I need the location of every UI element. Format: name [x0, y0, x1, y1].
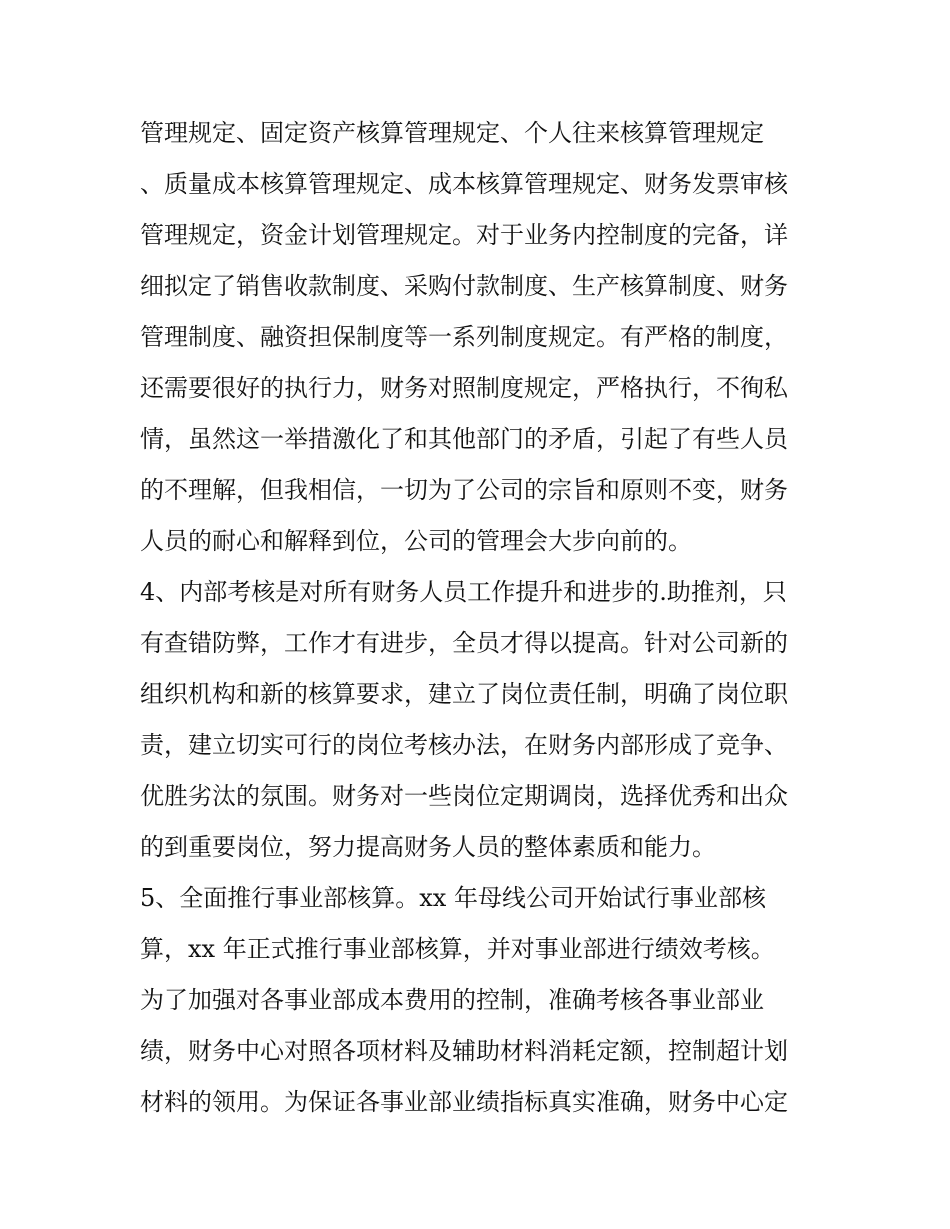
text-line: 情，虽然这一举措激化了和其他部门的矛盾，引起了有些人员: [140, 425, 788, 453]
text-line: 优胜劣汰的氛围。财务对一些岗位定期调岗，选择优秀和出众: [140, 782, 788, 810]
text-line: 责，建立切实可行的岗位考核办法，在财务内部形成了竞争、: [140, 731, 788, 759]
text-line: 管理规定，资金计划管理规定。对于业务内控制度的完备，详: [140, 221, 788, 249]
text-line: 管理制度、融资担保制度等一系列制度规定。有严格的制度，: [140, 323, 788, 351]
text-line: 材料的领用。为保证各事业部业绩指标真实准确，财务中心定: [140, 1088, 788, 1116]
text-line: 的不理解，但我相信，一切为了公司的宗旨和原则不变，财务: [140, 476, 788, 504]
text-line: 还需要很好的执行力，财务对照制度规定，严格执行，不徇私: [140, 374, 788, 402]
text-line: 细拟定了销售收款制度、采购付款制度、生产核算制度、财务: [140, 272, 788, 300]
text-line: 5、全面推行事业部核算。xx 年母线公司开始试行事业部核: [140, 884, 766, 912]
text-line: 为了加强对各事业部成本费用的控制，准确考核各事业部业: [140, 986, 764, 1014]
text-line: 、质量成本核算管理规定、成本核算管理规定、财务发票审核: [140, 170, 788, 198]
text-line: 组织机构和新的核算要求，建立了岗位责任制，明确了岗位职: [140, 680, 788, 708]
text-line: 算，xx 年正式推行事业部核算，并对事业部进行绩效考核。: [140, 935, 775, 963]
text-line: 有查错防弊，工作才有进步，全员才得以提高。针对公司新的: [140, 629, 788, 657]
text-line: 人员的耐心和解释到位，公司的管理会大步向前的。: [140, 527, 692, 555]
text-line: 管理规定、固定资产核算管理规定、个人往来核算管理规定: [140, 119, 764, 147]
text-line: 的到重要岗位，努力提高财务人员的整体素质和能力。: [140, 833, 716, 861]
body-text: [140, 108, 830, 1128]
text-line: 4、内部考核是对所有财务人员工作提升和进步的.助推剂，只: [140, 578, 787, 606]
text-line: 绩，财务中心对照各项材料及辅助材料消耗定额，控制超计划: [140, 1037, 788, 1065]
